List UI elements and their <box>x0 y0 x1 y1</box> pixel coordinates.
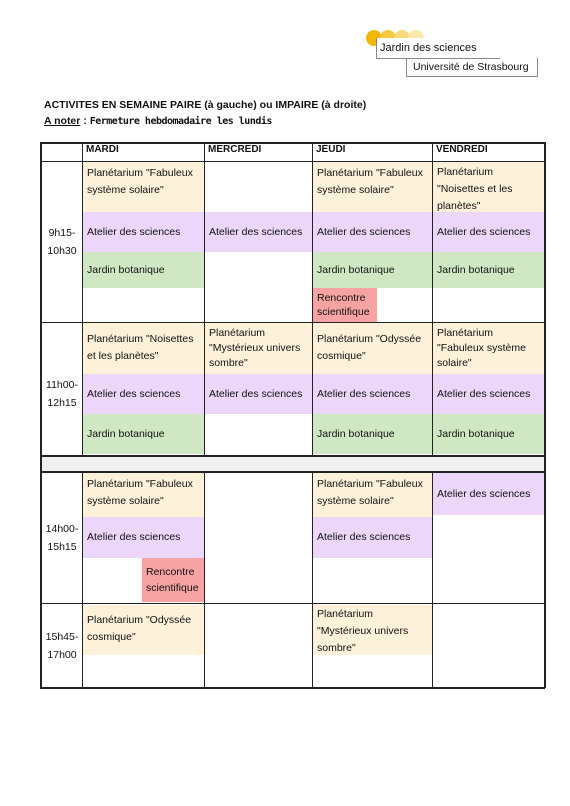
lunch-break-band <box>41 456 544 471</box>
cell-planetarium: Planétarium "Fabuleux système solaire" <box>313 162 432 212</box>
cell-jardin: Jardin botanique <box>83 414 204 454</box>
note-text: Fermeture hebdomadaire les lundis <box>89 116 272 127</box>
cell-atelier: Atelier des sciences <box>433 473 544 515</box>
grid-line <box>432 142 433 456</box>
grid-line <box>312 472 313 688</box>
time-end: 17h00 <box>47 649 77 661</box>
grid-line <box>204 472 205 688</box>
time-slot-3 <box>40 520 84 556</box>
cell-atelier: Atelier des sciences <box>205 212 312 252</box>
cell-atelier: Atelier des sciences <box>205 374 312 414</box>
grid-line <box>40 322 545 323</box>
cell-atelier: Atelier des sciences <box>83 517 204 558</box>
cell-planetarium: Planétarium "Mystérieux univers sombre" <box>205 323 312 374</box>
cell-planetarium: Planétarium "Fabuleux système solaire" <box>433 323 544 374</box>
time-slot-4 <box>40 628 84 664</box>
grid-line <box>40 603 545 604</box>
cell-planetarium: Planétarium "Mystérieux univers sombre" <box>313 605 432 655</box>
cell-rencontre: Rencontre scientifique <box>313 288 377 322</box>
cell-planetarium: Planétarium "Odyssée cosmique" <box>83 605 204 655</box>
cell-rencontre: Rencontre scientifique <box>142 558 204 602</box>
grid-line <box>544 142 546 688</box>
cell-atelier: Atelier des sciences <box>313 212 432 252</box>
cell-planetarium: Planétarium "Fabuleux système solaire" <box>83 473 204 517</box>
note-separator: : <box>80 115 90 127</box>
schedule-table <box>40 142 545 688</box>
cell-atelier: Atelier des sciences <box>83 374 204 414</box>
cell-atelier: Atelier des sciences <box>83 212 204 252</box>
day-header-mercredi: MERCREDI <box>208 144 262 155</box>
time-end: 10h30 <box>47 245 77 257</box>
grid-line <box>40 471 545 473</box>
cell-planetarium: Planétarium "Odyssée cosmique" <box>313 323 432 374</box>
grid-line <box>40 455 545 457</box>
grid-line <box>312 142 313 456</box>
time-end: 12h15 <box>47 397 77 409</box>
logo <box>366 30 536 82</box>
cell-jardin: Jardin botanique <box>433 414 544 454</box>
time-slot-2 <box>40 376 84 412</box>
day-header-mardi: MARDI <box>86 144 119 155</box>
day-header-jeudi: JEUDI <box>316 144 346 155</box>
grid-line <box>40 161 545 162</box>
grid-line <box>432 472 433 688</box>
cell-planetarium: Planétarium "Noisettes et les planètes" <box>433 162 544 212</box>
page-heading: ACTIVITES EN SEMAINE PAIRE (à gauche) ou IMPAIRE (à droite) <box>44 99 367 111</box>
cell-atelier: Atelier des sciences <box>433 374 544 414</box>
cell-jardin: Jardin botanique <box>313 252 432 288</box>
cell-jardin: Jardin botanique <box>433 252 544 288</box>
cell-atelier: Atelier des sciences <box>433 212 544 252</box>
grid-line <box>40 687 545 689</box>
time-start: 15h45- <box>45 631 79 643</box>
day-header-vendredi: VENDREDI <box>436 144 488 155</box>
cell-planetarium: Planétarium "Fabuleux système solaire" <box>83 162 204 212</box>
time-slot-1 <box>40 224 84 260</box>
closure-note <box>44 115 272 127</box>
cell-atelier: Atelier des sciences <box>313 517 432 558</box>
time-end: 15h15 <box>47 541 77 553</box>
cell-atelier: Atelier des sciences <box>313 374 432 414</box>
note-label: A noter <box>44 115 81 127</box>
logo-name: Jardin des sciences <box>376 38 500 59</box>
cell-planetarium: Planétarium "Fabuleux système solaire" <box>313 473 432 517</box>
cell-planetarium: Planétarium "Noisettes et les planètes" <box>83 323 204 374</box>
time-start: 9h15- <box>48 227 76 239</box>
logo-university: Université de Strasbourg <box>406 58 538 77</box>
time-start: 14h00- <box>45 523 79 535</box>
logo-divider <box>376 38 377 58</box>
grid-line <box>204 142 205 456</box>
cell-jardin: Jardin botanique <box>313 414 432 454</box>
time-start: 11h00- <box>46 379 78 391</box>
cell-jardin: Jardin botanique <box>83 252 204 288</box>
